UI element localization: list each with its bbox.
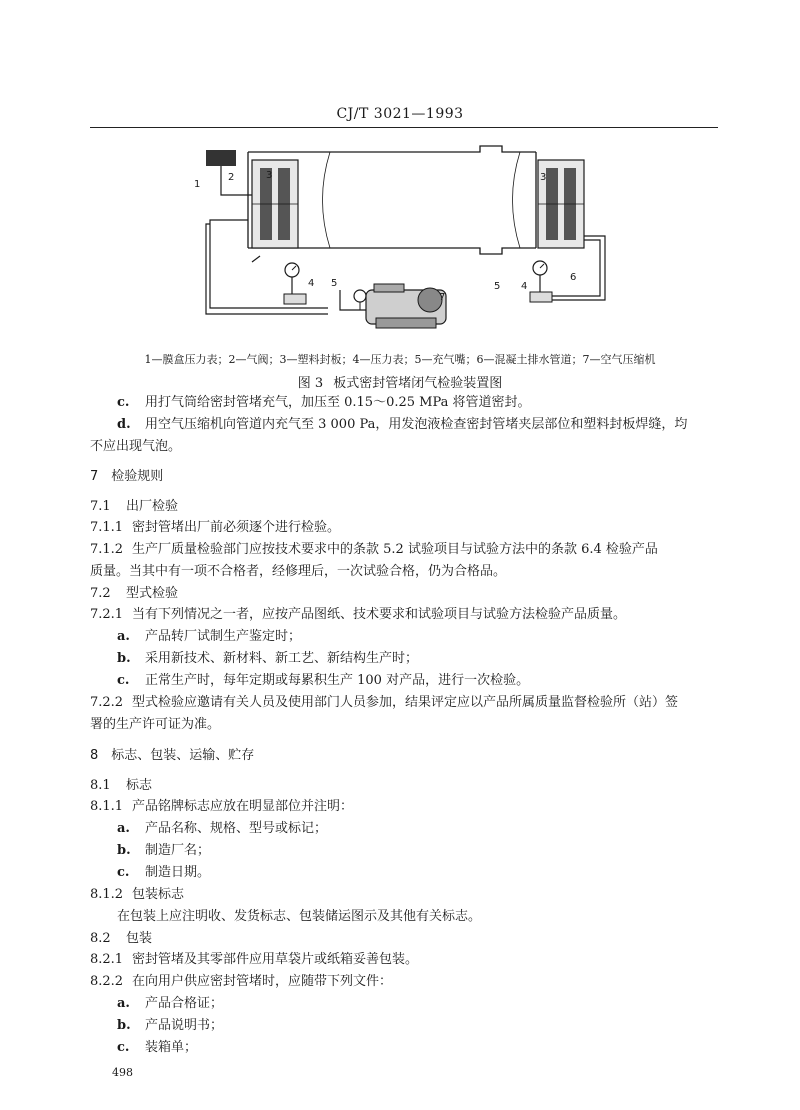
- callout-3-right: 3: [540, 172, 547, 183]
- callout-4-left: 4: [308, 278, 315, 289]
- apparatus-diagram: [180, 140, 620, 348]
- section-7-2: 7.2 型式检验: [90, 586, 179, 601]
- pressure-gauge-right-icon: [530, 261, 552, 302]
- callout-7: 7: [439, 292, 446, 303]
- pipe-top-wall: [248, 146, 536, 152]
- list-item: a. 产品转厂试制生产鉴定时；: [117, 629, 302, 644]
- list-item: a. 产品名称、规格、型号或标记；: [117, 821, 328, 836]
- section-8-heading: 8 标志、包装、运输、贮存: [90, 748, 255, 763]
- pipe-interior-curve-right: [513, 152, 521, 248]
- pipe-bottom-wall: [248, 248, 536, 254]
- list-item: c. 制造日期。: [117, 865, 211, 880]
- list-item: a. 产品合格证；: [117, 996, 224, 1011]
- list-item: c. 正常生产时，每年定期或每累积生产 100 对产品，进行一次检验。: [117, 673, 530, 688]
- compressor-gauge-icon: [354, 290, 366, 310]
- section-7-1-1: 7.1.1 密封管堵出厂前必须逐个进行检验。: [90, 520, 341, 535]
- figure-legend: 1—膜盒压力表；2—气阀；3—塑料封板；4—压力表；5—充气嘴；6—混凝土排水管道；7—空气压缩机: [144, 353, 656, 366]
- section-8-1-2: 8.1.2 包装标志: [90, 887, 185, 902]
- callout-6: 6: [570, 272, 577, 283]
- test-step-d: d. 用空气压缩机向管道内充气至 3 000 Pa，用发泡液检查密封管堵夹层部位和塑料封板焊缝，均: [117, 417, 688, 432]
- test-step-c: c. 用打气筒给密封管堵充气，加压至 0.15～0.25 MPa 将管道密封。: [117, 395, 531, 410]
- callout-5-left: 5: [331, 278, 338, 289]
- standard-code: CJ/T 3021—1993: [336, 106, 464, 122]
- section-8-1-1: 8.1.1 产品铭牌标志应放在明显部位并注明：: [90, 799, 354, 814]
- page-number: 498: [112, 1066, 133, 1079]
- section-8-1-2-text: 在包装上应注明收、发货标志、包装储运图示及其他有关标志。: [117, 909, 482, 924]
- section-8-2: 8.2 包装: [90, 931, 153, 946]
- callout-5-right: 5: [494, 281, 501, 292]
- header-rule: [90, 127, 718, 128]
- section-8-2-2: 8.2.2 在向用户供应密封管堵时，应随带下列文件：: [90, 974, 393, 989]
- list-item: c. 装箱单；: [117, 1040, 198, 1055]
- section-7-1-2: 7.1.2 生产厂质量检验部门应按技术要求中的条款 5.2 试验项目与试验方法中的条款 6.4 检验产品: [90, 542, 658, 557]
- section-7-1: 7.1 出厂检验: [90, 499, 179, 514]
- left-plug-assembly: [252, 160, 298, 248]
- section-7-2-2-continuation: 署的生产许可证为准。: [90, 717, 221, 732]
- callout-2: 2: [228, 172, 235, 183]
- section-7-2-1: 7.2.1 当有下列情况之一者，应按产品图纸、技术要求和试验项目与试验方法检验产品质量。: [90, 607, 627, 622]
- section-7-heading: 7 检验规则: [90, 469, 164, 484]
- section-8-2-1: 8.2.1 密封管堵及其零部件应用草袋片或纸箱妥善包装。: [90, 952, 419, 967]
- air-compressor-icon: [366, 284, 446, 328]
- section-7-2-2: 7.2.2 型式检验应邀请有关人员及使用部门人员参加，结果评定应以产品所属质量监督检验所（站）签: [90, 695, 679, 710]
- list-item: b. 制造厂名；: [117, 843, 211, 858]
- pipe-interior-curve-left: [323, 152, 331, 248]
- figure-number: 图 3: [297, 376, 324, 391]
- figure-title-text: 板式密封管堵闭气检验装置图: [333, 376, 503, 391]
- section-7-1-2-continuation: 质量。当其中有一项不合格者，经修理后，一次试验合格，仍为合格品。: [90, 564, 507, 579]
- pressure-gauge-left-icon: [284, 263, 306, 304]
- callout-4-right: 4: [521, 281, 528, 292]
- section-8-1: 8.1 标志: [90, 778, 153, 793]
- figure-title: [0, 372, 800, 391]
- left-base-hatch: [252, 256, 260, 262]
- membrane-gauge-icon: [206, 150, 236, 166]
- list-item: b. 产品说明书；: [117, 1018, 224, 1033]
- test-step-d-continuation: 不应出现气泡。: [90, 439, 182, 454]
- callout-1: 1: [194, 179, 201, 190]
- list-item: b. 采用新技术、新材料、新工艺、新结构生产时；: [117, 651, 419, 666]
- callout-3-left: 3: [266, 170, 273, 181]
